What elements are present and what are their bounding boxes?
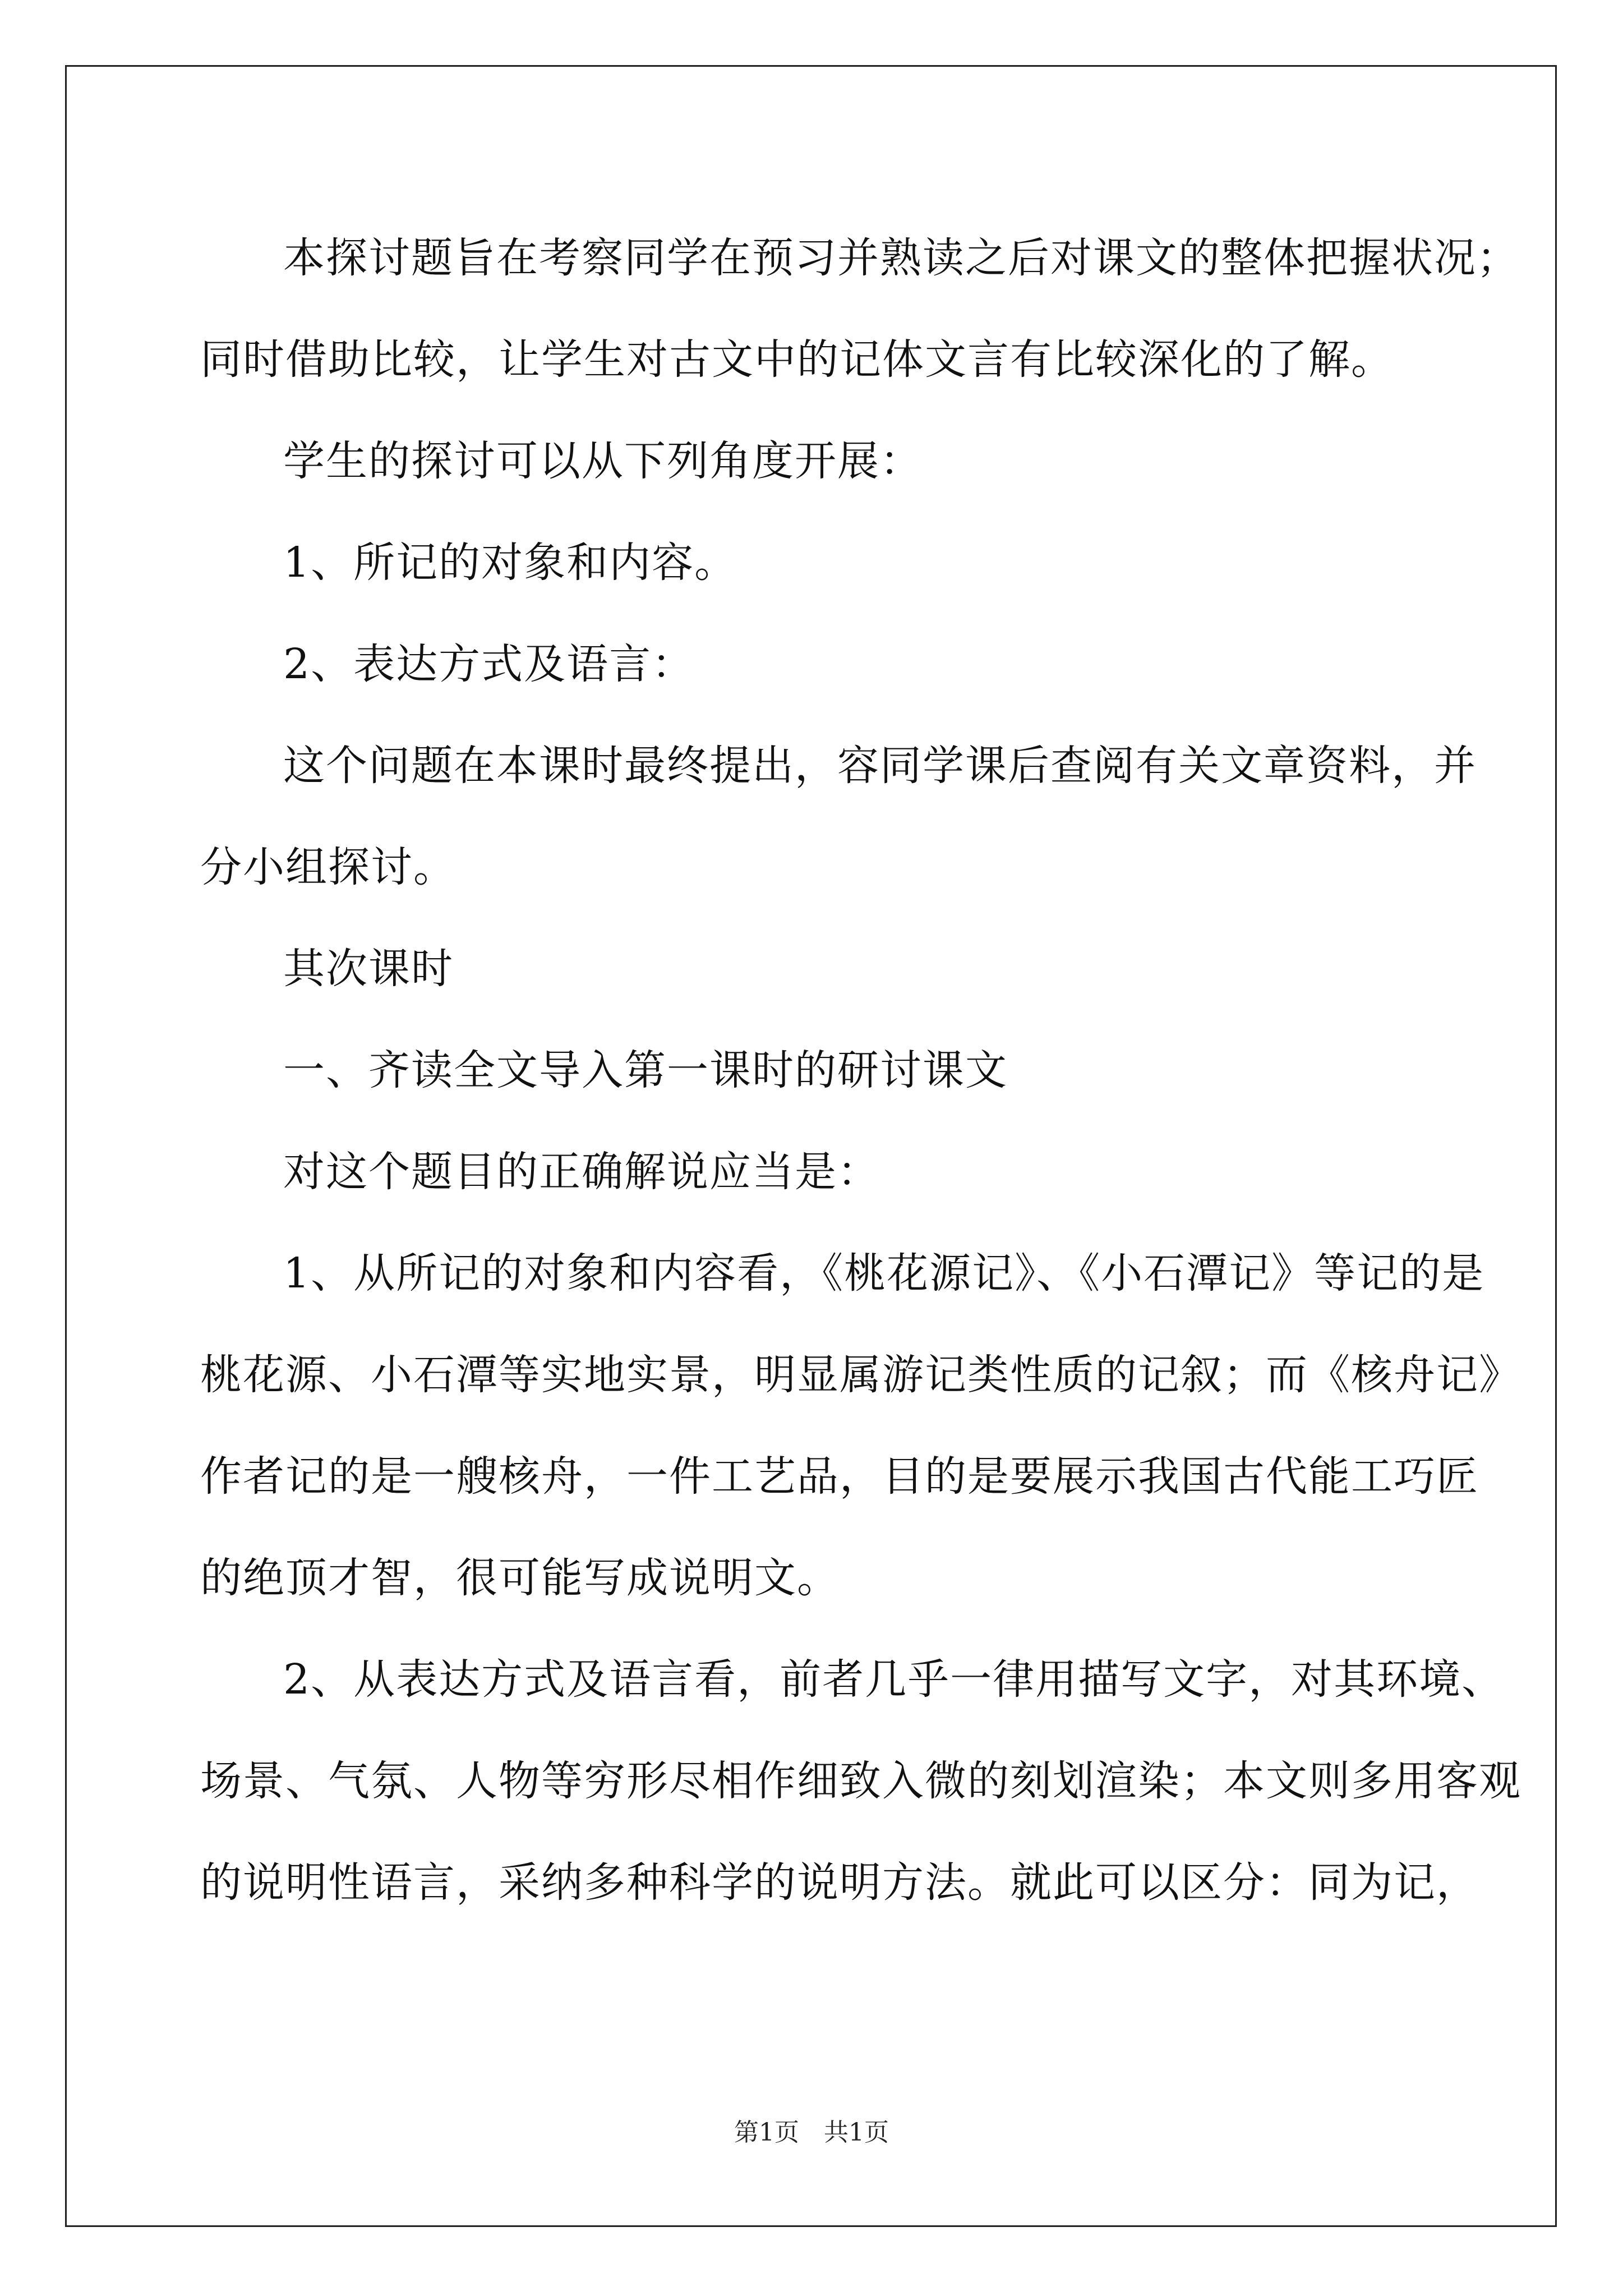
paragraph-line: 分小组探讨。 xyxy=(200,843,456,891)
paragraph-line: 对这个题目的正确解说应当是： xyxy=(283,1148,880,1196)
paragraph-line: 学生的探讨可以从下列角度开展： xyxy=(283,437,923,485)
paragraph-line: 场景、气氛、人物等穷形尽相作细致入微的刻划渲染；本文则多用客观 xyxy=(200,1757,1521,1805)
paragraph-line: 2、从表达方式及语言看，前者几乎一律用描写文字，对其环境、 xyxy=(283,1655,1505,1704)
section-heading: 其次课时 xyxy=(283,945,454,993)
paragraph-line: 的说明性语言，采纳多种科学的说明方法。就此可以区分：同为记， xyxy=(200,1858,1479,1907)
paragraph-line: 1、从所记的对象和内容看，《桃花源记》、《小石潭记》等记的是 xyxy=(283,1249,1485,1297)
paragraph-line: 同时借助比较，让学生对古文中的记体文言有比较深化的了解。 xyxy=(200,335,1394,384)
document-body xyxy=(200,208,1521,1934)
paragraph-line: 2、表达方式及语言： xyxy=(283,640,695,688)
paragraph-line: 本探讨题旨在考察同学在预习并熟读之后对课文的整体把握状况； xyxy=(283,234,1519,282)
page-number-footer: 第1页 共1页 xyxy=(734,2118,889,2147)
paragraph-line: 1、所记的对象和内容。 xyxy=(283,539,737,587)
paragraph-line: 作者记的是一艘核舟，一件工艺品，目的是要展示我国古代能工巧匠 xyxy=(200,1452,1479,1501)
paragraph-line: 一、齐读全文导入第一课时的研讨课文 xyxy=(283,1046,1008,1094)
paragraph-line: 的绝顶才智，很可能写成说明文。 xyxy=(200,1554,840,1602)
paragraph-line: 这个问题在本课时最终提出，容同学课后查阅有关文章资料，并 xyxy=(283,742,1477,790)
paragraph-line: 桃花源、小石潭等实地实景，明显属游记类性质的记叙；而《核舟记》 xyxy=(200,1351,1521,1399)
